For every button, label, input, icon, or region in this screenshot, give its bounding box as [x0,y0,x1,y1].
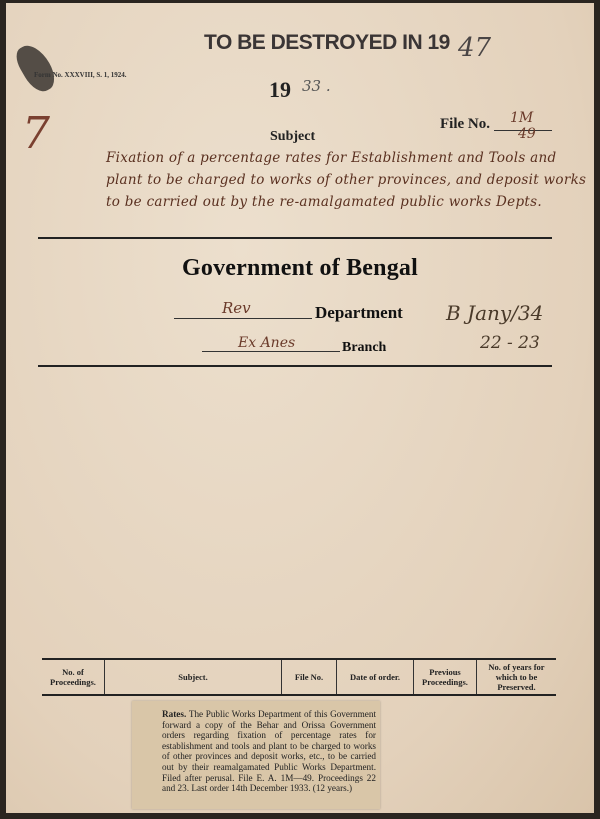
file-no-value-line2: 49 [518,126,536,142]
margin-number: 7 [22,108,50,159]
government-title: Government of Bengal [182,255,418,281]
header-date-of-order: Date of order. [337,659,414,695]
header-file-no: File No. [282,659,337,695]
rule-top [38,237,552,239]
header-subject: Subject. [105,659,282,695]
form-number: Form No. XXXVIII, S. 1, 1924. [34,71,127,79]
ink-blot [11,39,60,96]
year-printed: 19 [269,77,291,102]
year-handwritten: 33 . [302,77,331,95]
header-years-preserved: No. of years for which to be Preserved. [477,659,557,695]
file-no-value [510,110,536,142]
department-line [174,318,312,319]
header-previous-proceedings: Previous Proceedings. [414,659,477,695]
department-label: Department [315,303,403,322]
destroy-stamp: TO BE DESTROYED IN 19 [204,31,450,54]
clipping-body: The Public Works Department of this Government forward a copy of the Behar and Orissa Government orders regarding fixation of percentage rates for establishment and tools and plant to be charged to works of other provinces and deposit works, etc., to be carried out by their reamalgamated Public Works Department. Filed after perusal. File E. A. 1M—49. Proceedings 22 and 23. Last order 14th December 1933. (12 years.) [162,709,376,794]
branch-value: Ex Anes [238,335,296,351]
register-table [42,658,556,696]
subject-handwritten: Fixation of a percentage rates for Establishment and Tools and plant to be charged to works of other provinces, and deposit works to be carried out by the re-amalgamated public works Depts. [106,150,587,210]
clipping-heading: Rates. [162,709,189,719]
branch-line [202,351,340,352]
file-no-value-line1: 1M [510,110,534,126]
table-header-row [42,659,556,695]
rule-bottom [38,365,552,367]
destroy-year-handwritten: 47 [458,33,492,63]
branch-label: Branch [342,340,387,355]
newspaper-clipping [132,701,380,809]
department-value: Rev [222,299,251,317]
file-no-label: File No. [440,116,490,132]
header-proceedings: No. of Proceedings. [42,659,105,695]
proceedings-handwritten: 22 - 23 [480,333,540,353]
subject-label: Subject [270,129,316,144]
file-cover-page [6,3,594,813]
order-date-handwritten: B Jany/34 [446,301,544,325]
